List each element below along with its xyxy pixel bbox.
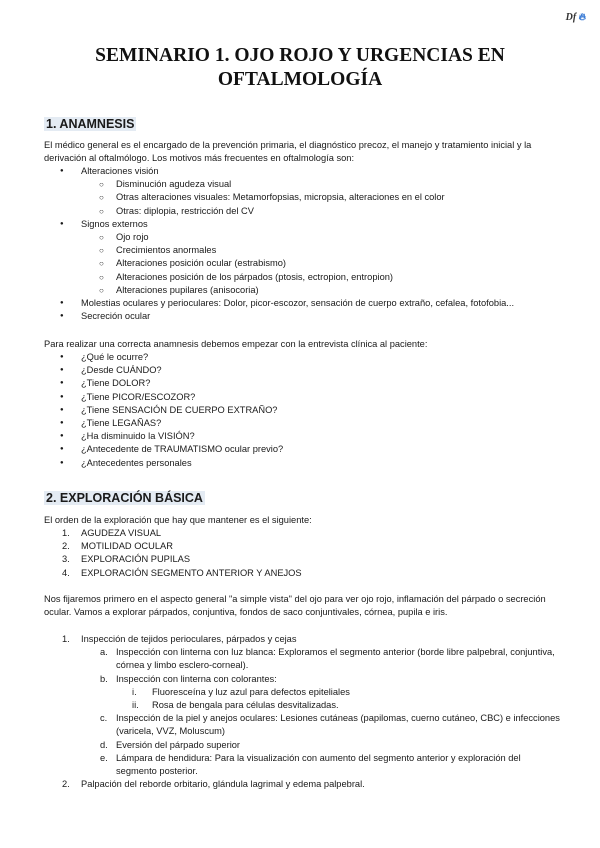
item-text: Eversión del párpado superior — [116, 739, 241, 750]
exploracion-intro: El orden de la exploración que hay que mantener es el siguiente: — [44, 515, 312, 525]
item-number: 1. — [62, 528, 70, 538]
item-number: a. — [100, 647, 108, 658]
orden-list — [44, 527, 564, 580]
list-item: ● ¿Antecedentes personales — [44, 457, 564, 470]
item-number: b. — [100, 673, 108, 684]
list-item: ○ Otras alteraciones visuales: Metamorfopsias, micropsia, alteraciones en el color — [44, 191, 564, 204]
list-item: ● ¿Antecedente de TRAUMATISMO ocular previo? — [44, 443, 564, 456]
exploracion-intro-2: Nos fijaremos primero en el aspecto general "a simple vista" del ojo para ver ojo rojo, inflamación del párpado o secreción ocular. Vamos a explorar párpados, conjuntiva, fondos de saco conjuntivales, córnea, pupila e iris. — [44, 594, 546, 618]
list-item — [44, 752, 564, 778]
anamnesis-intro-2: Para realizar una correcta anamnesis debemos empezar con la entrevista clínica al paciente: — [44, 339, 428, 349]
item-text: Fluoresceína y luz azul para defectos epiteliales — [152, 686, 350, 697]
preguntas-list — [44, 351, 564, 470]
item-number: c. — [100, 713, 108, 724]
list-item: ● ¿Tiene PICOR/ESCOZOR? — [44, 391, 564, 404]
list-item: ● Signos externos — [44, 218, 564, 231]
list-item — [44, 673, 564, 686]
section-heading-anamnesis — [44, 116, 136, 132]
list-item — [44, 686, 564, 699]
section-heading-exploracion — [44, 490, 205, 506]
item-number: 2. — [62, 779, 70, 790]
item-text: Palpación del reborde orbitario, glándula lagrimal y edema palpebral. — [81, 779, 365, 790]
item-number: d. — [100, 739, 108, 750]
list-item: ○ Crecimientos anormales — [44, 244, 564, 257]
item-number: 1. — [62, 634, 70, 644]
list-item — [44, 567, 564, 580]
item-number: ii. — [132, 700, 139, 711]
section-heading-text: 1. ANAMNESIS — [46, 117, 135, 131]
list-item: ● ¿Tiene SENSACIÓN DE CUERPO EXTRAÑO? — [44, 404, 564, 417]
list-item: ● Secreción ocular — [44, 310, 564, 323]
list-item: ● ¿Tiene DOLOR? — [44, 377, 564, 390]
item-number: e. — [100, 752, 108, 763]
motivos-list — [44, 165, 564, 323]
item-number: 2. — [62, 541, 70, 552]
inspeccion-list — [44, 633, 564, 791]
item-number: i. — [132, 686, 137, 697]
item-text: MOTILIDAD OCULAR — [81, 541, 173, 552]
brand-logo — [566, 12, 586, 23]
list-item — [44, 778, 564, 791]
item-text: Lámpara de hendidura: Para la visualización con aumento del segmento anterior y exploración del segmento posterior. — [116, 752, 521, 777]
item-text: Inspección de la piel y anejos oculares: Lesiones cutáneas (papilomas, cuerno cutáneo, CBC) e infecciones (varicela, VVZ, Moluscum) — [116, 713, 560, 737]
list-item: ○ Alteraciones posición ocular (estrabismo) — [44, 257, 564, 270]
item-text: Inspección de tejidos perioculares, párpados y cejas — [81, 634, 297, 644]
list-item: ● Alteraciones visión — [44, 165, 564, 178]
item-text: AGUDEZA VISUAL — [81, 528, 162, 538]
anamnesis-intro: El médico general es el encargado de la prevención primaria, el diagnóstico precoz, el manejo y tratamiento inicial y la derivación al oftalmólogo. Los motivos más frecuentes en oftalmología son: — [44, 140, 532, 164]
item-text: Inspección con linterna con luz blanca: Exploramos el segmento anterior (borde libre palpebral, conjuntiva, córnea y limbo esclero-corneal). — [116, 647, 555, 671]
section-heading-text: 2. EXPLORACIÓN BÁSICA — [46, 491, 203, 505]
list-item — [44, 712, 564, 738]
list-item: ○ Disminución agudeza visual — [44, 178, 564, 191]
list-item: ○ Alteraciones pupilares (anisocoria) — [44, 284, 564, 297]
list-item: ● ¿Qué le ocurre? — [44, 351, 564, 364]
list-item: ● Molestias oculares y perioculares: Dolor, picor-escozor, sensación de cuerpo extraño, cefalea, fotofobia... — [44, 297, 564, 310]
list-item — [44, 540, 564, 553]
item-text: Rosa de bengala para células desvitalizadas. — [152, 700, 339, 711]
item-number: 3. — [62, 554, 70, 565]
list-item — [44, 739, 564, 752]
list-item: ○ Otras: diplopia, restricción del CV — [44, 205, 564, 218]
list-item: ● ¿Ha disminuido la VISIÓN? — [44, 430, 564, 443]
list-item — [44, 646, 564, 672]
list-item — [44, 633, 564, 646]
list-item — [44, 553, 564, 566]
list-item: ● ¿Desde CUÁNDO? — [44, 364, 564, 377]
item-text: EXPLORACIÓN SEGMENTO ANTERIOR Y ANEJOS — [81, 567, 302, 578]
list-item: ● ¿Tiene LEGAÑAS? — [44, 417, 564, 430]
list-item: ○ Ojo rojo — [44, 231, 564, 244]
item-number: 4. — [62, 567, 70, 578]
item-text: EXPLORACIÓN PUPILAS — [81, 554, 191, 565]
list-item — [44, 527, 564, 540]
page-title: SEMINARIO 1. OJO ROJO Y URGENCIAS EN OFTALMOLOGÍA — [95, 45, 505, 90]
list-item: ○ Alteraciones posición de los párpados (ptosis, ectropion, entropion) — [44, 271, 564, 284]
brand-text: Df — [565, 12, 577, 23]
flame-icon: 🔥︎ — [578, 12, 586, 23]
list-item — [44, 699, 564, 712]
item-text: Inspección con linterna con colorantes: — [116, 673, 277, 684]
